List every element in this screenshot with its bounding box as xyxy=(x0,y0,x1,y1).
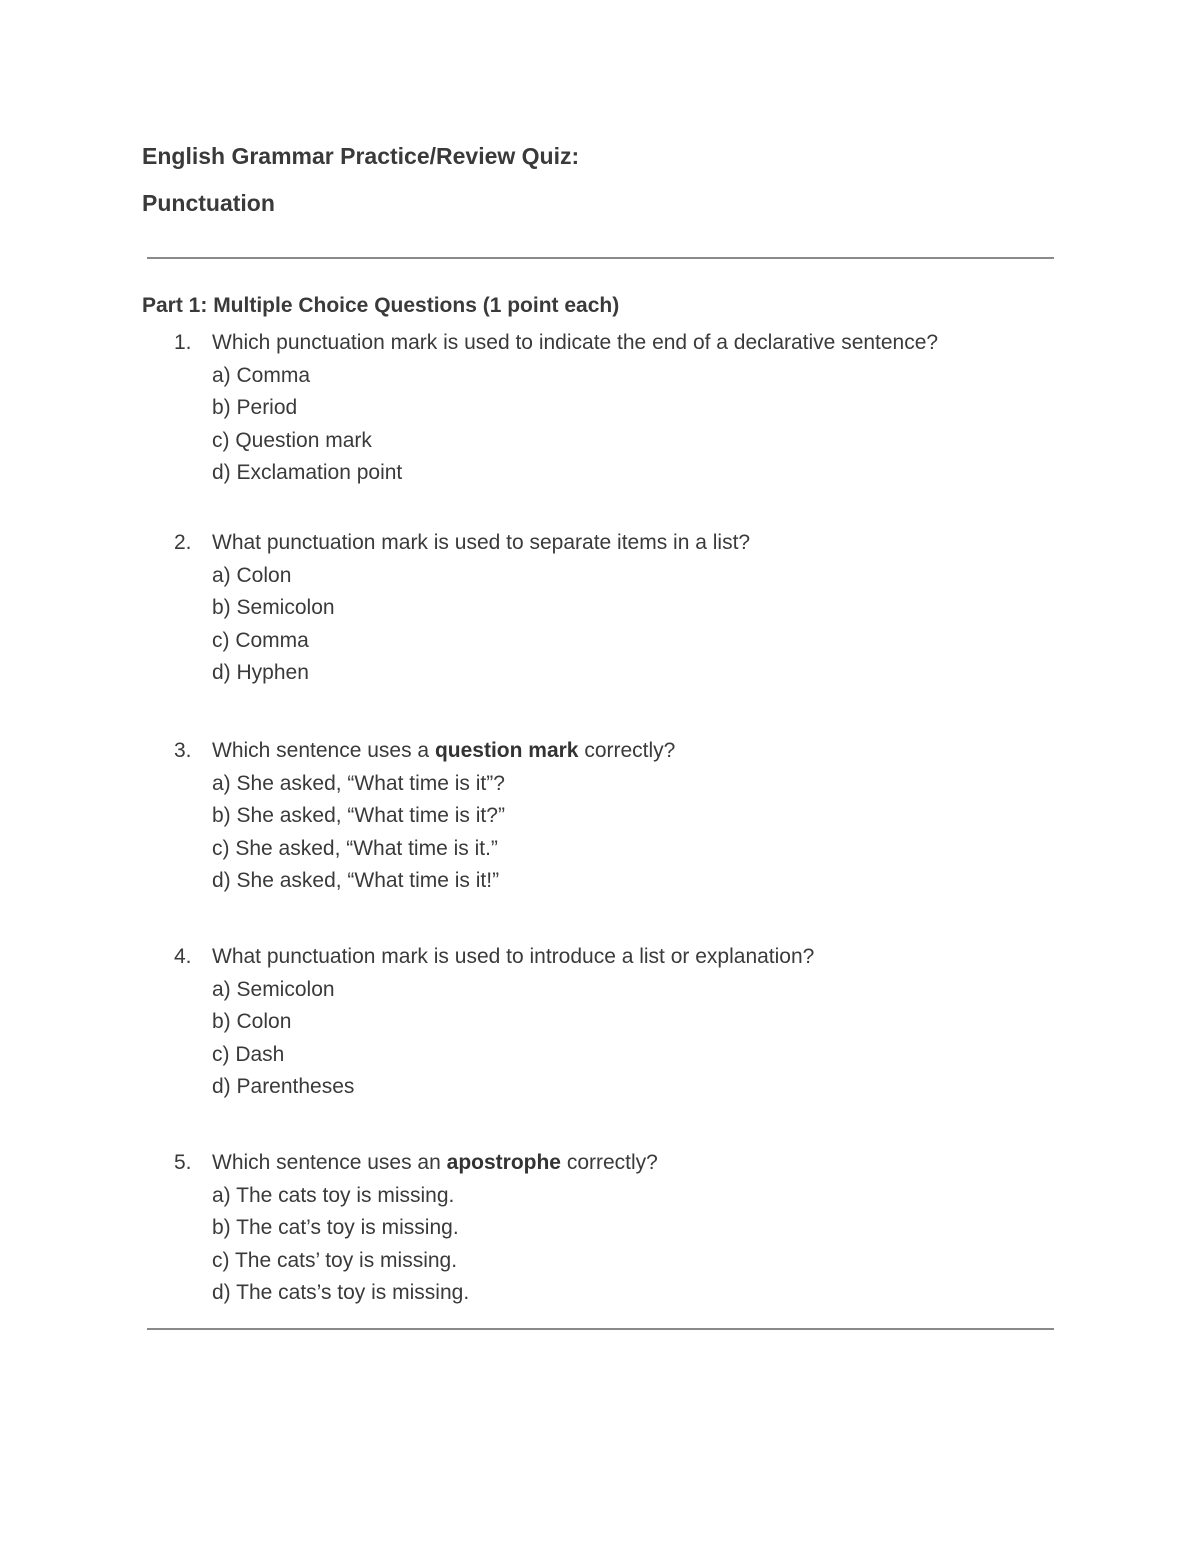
quiz-title: English Grammar Practice/Review Quiz: xyxy=(142,143,580,169)
question-text xyxy=(212,941,814,974)
option-d: d) The cats’s toy is missing. xyxy=(212,1281,470,1304)
question-text-after: correctly? xyxy=(560,1151,658,1174)
question-emphasis: question mark xyxy=(434,739,579,762)
option-b: b) She asked, “What time is it?” xyxy=(212,804,505,827)
option-c: c) The cats’ toy is missing. xyxy=(212,1248,458,1272)
question-emphasis: apostrophe xyxy=(446,1151,561,1174)
option-a: a) She asked, “What time is it”? xyxy=(212,771,505,795)
option-a: a) Comma xyxy=(212,363,311,387)
part-heading: Part 1: Multiple Choice Questions (1 point each) xyxy=(142,294,620,317)
option-d: d) Parentheses xyxy=(212,1075,355,1098)
question-number: 3. xyxy=(174,739,192,762)
question-text-before: Which sentence uses an xyxy=(212,1151,447,1174)
option-b: b) Semicolon xyxy=(212,596,335,619)
option-a: a) Colon xyxy=(212,563,292,587)
option-c: c) Dash xyxy=(212,1042,285,1066)
question-text-after: correctly? xyxy=(578,739,676,762)
question-text-before: Which sentence uses a xyxy=(212,739,435,762)
question-text xyxy=(212,327,938,360)
option-a: a) The cats toy is missing. xyxy=(212,1183,455,1207)
option-d: d) Hyphen xyxy=(212,661,309,684)
divider-top xyxy=(147,257,1054,259)
question-text xyxy=(212,527,750,560)
option-b: b) Colon xyxy=(212,1010,292,1033)
option-d: d) Exclamation point xyxy=(212,461,403,484)
question-text-before: What punctuation mark is used to separate items in a list? xyxy=(212,531,751,554)
question-number: 4. xyxy=(174,945,192,968)
question-text xyxy=(212,735,675,768)
question-number: 2. xyxy=(174,531,192,554)
question-text-before: Which punctuation mark is used to indicate the end of a declarative sentence? xyxy=(212,331,939,354)
option-d: d) She asked, “What time is it!” xyxy=(212,869,500,892)
question-number: 1. xyxy=(174,331,192,354)
option-c: c) She asked, “What time is it.” xyxy=(212,836,498,860)
option-b: b) Period xyxy=(212,396,298,419)
quiz-subtitle: Punctuation xyxy=(142,190,275,216)
question-text xyxy=(212,1147,658,1180)
option-b: b) The cat’s toy is missing. xyxy=(212,1216,459,1239)
question-number: 5. xyxy=(174,1151,192,1174)
divider-bottom xyxy=(147,1328,1054,1330)
option-a: a) Semicolon xyxy=(212,977,335,1001)
option-c: c) Comma xyxy=(212,628,309,652)
question-text-before: What punctuation mark is used to introduce a list or explanation? xyxy=(212,945,815,968)
option-c: c) Question mark xyxy=(212,428,372,452)
